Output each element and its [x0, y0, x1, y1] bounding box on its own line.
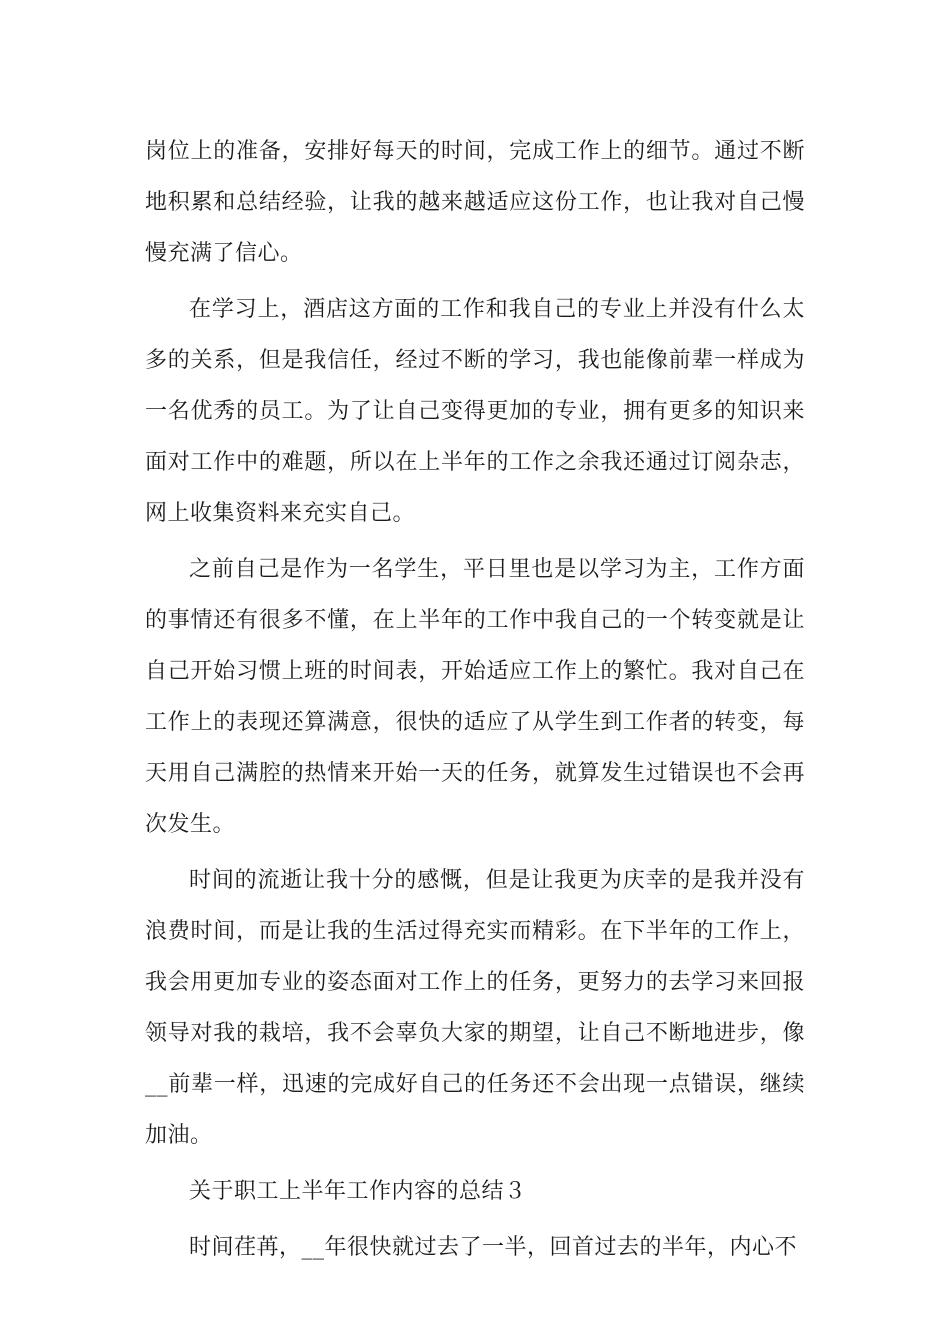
paragraph-transition: 之前自己是作为一名学生，平日里也是以学习为主，工作方面的事情还有很多不懂，在上半年的工作中我自己的一个转变就是让自己开始习惯上班的时间表，开始适应工作上的繁忙。我对自己在工作上的表现还算满意，很快的适应了从学生到工作者的转变，每天用自己满腔的热情来开始一天的任务，就算发生过错误也不会再次发生。: [145, 557, 805, 837]
paragraph-continuation: 岗位上的准备，安排好每天的时间，完成工作上的细节。通过不断地积累和总结经验，让我的越来越适应这份工作，也让我对自己慢慢充满了信心。: [145, 139, 805, 266]
document-page: [145, 126, 805, 1278]
paragraph-study: 在学习上，酒店这方面的工作和我自己的专业上并没有什么太多的关系，但是我信任，经过不断的学习，我也能像前辈一样成为一名优秀的员工。为了让自己变得更加的专业，拥有更多的知识来面对工作中的难题，所以在上半年的工作之余我还通过订阅杂志，网上收集资料来充实自己。: [145, 297, 805, 526]
paragraph-reflection: 时间的流逝让我十分的感慨，但是让我更为庆幸的是我并没有浪费时间，而是让我的生活过得充实而精彩。在下半年的工作上，我会用更加专业的姿态面对工作上的任务，更努力的去学习来回报领导对我的栽培，我不会辜负大家的期望，让自己不断地进步，像__前辈一样，迅速的完成好自己的任务还不会出现一点错误，继续加油。: [145, 868, 805, 1148]
section-heading: 关于职工上半年工作内容的总结３: [189, 1179, 527, 1204]
paragraph-final: 时间荏苒，__年很快就过去了一半，回首过去的半年，内心不: [189, 1235, 798, 1260]
